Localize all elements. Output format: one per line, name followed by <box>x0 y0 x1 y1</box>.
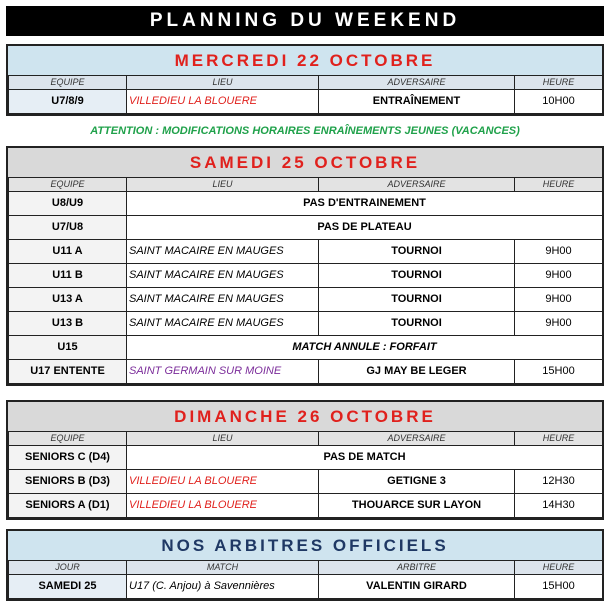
place-cell: VILLEDIEU LA BLOUERE <box>127 493 319 517</box>
table-row <box>9 263 603 287</box>
col-header: LIEU <box>127 178 319 191</box>
team-cell: U7/8/9 <box>9 89 127 113</box>
referee-cell: VALENTIN GIRARD <box>319 574 515 598</box>
sunday-heading: DIMANCHE 26 OCTOBRE <box>8 402 602 432</box>
place-cell: VILLEDIEU LA BLOUERE <box>127 469 319 493</box>
page-title: PLANNING DU WEEKEND <box>6 6 604 36</box>
col-header: LIEU <box>127 76 319 89</box>
time-cell: 12H30 <box>515 469 603 493</box>
opponent-cell: TOURNOI <box>319 311 515 335</box>
place-cell: SAINT MACAIRE EN MAUGES <box>127 311 319 335</box>
table-row <box>9 493 603 517</box>
time-cell: 10H00 <box>515 89 603 113</box>
wednesday-heading: MERCREDI 22 OCTOBRE <box>8 46 602 76</box>
time-cell: 9H00 <box>515 239 603 263</box>
table-row <box>9 287 603 311</box>
opponent-cell: TOURNOI <box>319 263 515 287</box>
table-row <box>9 215 603 239</box>
wednesday-table <box>8 76 603 114</box>
time-cell: 15H00 <box>515 574 603 598</box>
team-cell: U8/U9 <box>9 191 127 215</box>
table-row <box>9 239 603 263</box>
col-header: HEURE <box>515 432 603 445</box>
table-row <box>9 89 603 113</box>
table-row <box>9 191 603 215</box>
col-header: EQUIPE <box>9 432 127 445</box>
place-cell: SAINT MACAIRE EN MAUGES <box>127 287 319 311</box>
team-cell: U15 <box>9 335 127 359</box>
referees-section <box>6 529 604 601</box>
opponent-cell: TOURNOI <box>319 287 515 311</box>
place-cell: SAINT GERMAIN SUR MOINE <box>127 359 319 383</box>
sunday-section <box>6 400 604 520</box>
time-cell: 9H00 <box>515 287 603 311</box>
col-header: ADVERSAIRE <box>319 76 515 89</box>
col-header: ADVERSAIRE <box>319 178 515 191</box>
column-header-row <box>9 178 603 191</box>
col-header: HEURE <box>515 76 603 89</box>
team-cell: U17 ENTENTE <box>9 359 127 383</box>
match-cell: U17 (C. Anjou) à Savennières <box>127 574 319 598</box>
day-cell: SAMEDI 25 <box>9 574 127 598</box>
opponent-cell: GETIGNE 3 <box>319 469 515 493</box>
status-cell: PAS DE PLATEAU <box>127 215 603 239</box>
team-cell: SENIORS A (D1) <box>9 493 127 517</box>
col-header: HEURE <box>515 178 603 191</box>
opponent-cell: THOUARCE SUR LAYON <box>319 493 515 517</box>
saturday-section <box>6 146 604 386</box>
column-header-row <box>9 561 603 574</box>
notice-banner: ATTENTION : MODIFICATIONS HORAIRES ENRAÎNEMENTS JEUNES (VACANCES) <box>90 125 520 137</box>
opponent-cell: ENTRAÎNEMENT <box>319 89 515 113</box>
status-cell: MATCH ANNULE : FORFAIT <box>127 335 603 359</box>
saturday-heading: SAMEDI 25 OCTOBRE <box>8 148 602 178</box>
place-cell: SAINT MACAIRE EN MAUGES <box>127 263 319 287</box>
table-row <box>9 311 603 335</box>
place-cell: VILLEDIEU LA BLOUERE <box>127 89 319 113</box>
time-cell: 14H30 <box>515 493 603 517</box>
place-cell: SAINT MACAIRE EN MAUGES <box>127 239 319 263</box>
col-header: ARBITRE <box>319 561 515 574</box>
column-header-row <box>9 432 603 445</box>
team-cell: U13 B <box>9 311 127 335</box>
referees-heading: NOS ARBITRES OFFICIELS <box>8 531 602 561</box>
col-header: MATCH <box>127 561 319 574</box>
time-cell: 15H00 <box>515 359 603 383</box>
table-row <box>9 359 603 383</box>
status-cell: PAS D'ENTRAINEMENT <box>127 191 603 215</box>
team-cell: SENIORS B (D3) <box>9 469 127 493</box>
team-cell: U13 A <box>9 287 127 311</box>
table-row <box>9 469 603 493</box>
col-header: EQUIPE <box>9 76 127 89</box>
wednesday-section <box>6 44 604 116</box>
opponent-cell: GJ MAY BE LEGER <box>319 359 515 383</box>
team-cell: SENIORS C (D4) <box>9 445 127 469</box>
team-cell: U11 A <box>9 239 127 263</box>
status-cell: PAS DE MATCH <box>127 445 603 469</box>
col-header: HEURE <box>515 561 603 574</box>
table-row <box>9 445 603 469</box>
col-header: ADVERSAIRE <box>319 432 515 445</box>
saturday-table <box>8 178 603 384</box>
col-header: EQUIPE <box>9 178 127 191</box>
sunday-table <box>8 432 603 518</box>
referees-table <box>8 561 603 599</box>
table-row <box>9 574 603 598</box>
column-header-row <box>9 76 603 89</box>
table-row <box>9 335 603 359</box>
time-cell: 9H00 <box>515 311 603 335</box>
time-cell: 9H00 <box>515 263 603 287</box>
team-cell: U11 B <box>9 263 127 287</box>
opponent-cell: TOURNOI <box>319 239 515 263</box>
team-cell: U7/U8 <box>9 215 127 239</box>
col-header: JOUR <box>9 561 127 574</box>
col-header: LIEU <box>127 432 319 445</box>
